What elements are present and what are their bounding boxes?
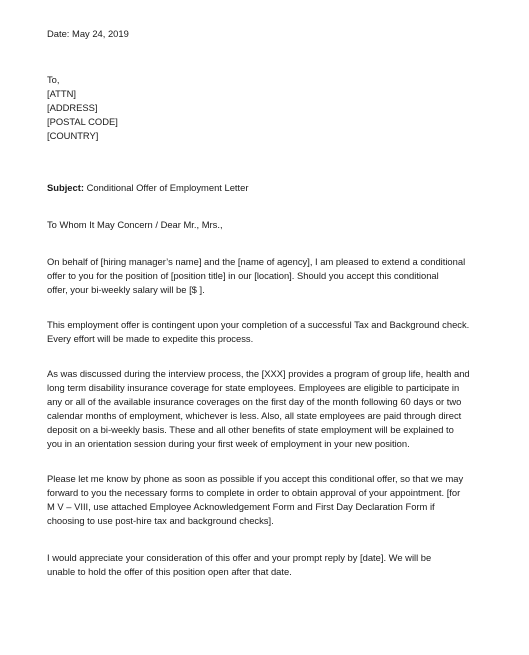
paragraph-line: deposit on a bi-weekly basis. These and all other benefits of state employment will be explained to — [47, 424, 454, 435]
paragraph-line: forward to you the necessary forms to complete in order to obtain approval of your appointment. [for — [47, 487, 461, 498]
paragraph-line: M V – VIII, use attached Employee Acknowledgement Form and First Day Declaration Form if — [47, 501, 435, 512]
paragraph-line: This employment offer is contingent upon your completion of a successful Tax and Background check. — [47, 319, 470, 330]
subject-label: Subject: — [47, 182, 84, 193]
paragraph-line: any or all of the available insurance coverages on the first day of the month following 60 days or two — [47, 396, 462, 407]
paragraph-contingency — [47, 318, 492, 346]
paragraph-line: long term disability insurance coverage for state employees. Employees are eligible to participate in — [47, 382, 460, 393]
paragraph-line: calendar months of employment, whichever is less. Also, all state employees are paid through direct — [47, 410, 462, 421]
recipient-attn: [ATTN] — [47, 88, 76, 99]
recipient-address: [ADDRESS] — [47, 102, 98, 113]
paragraph-line: offer to you for the position of [position title] in our [location]. Should you accept this conditional — [47, 270, 439, 281]
letter-page — [47, 27, 492, 579]
paragraph-line: I would appreciate your consideration of this offer and your prompt reply by [date]. We will be — [47, 552, 432, 563]
paragraph-line: unable to hold the offer of this position open after that date. — [47, 566, 292, 577]
paragraph-line: Every effort will be made to expedite this process. — [47, 333, 254, 344]
paragraph-response-request — [47, 472, 492, 528]
paragraph-closing — [47, 551, 492, 579]
paragraph-benefits — [47, 367, 492, 451]
recipient-to: To, — [47, 74, 60, 85]
letter-date: Date: May 24, 2019 — [47, 28, 129, 39]
recipient-country: [COUNTRY] — [47, 130, 99, 141]
paragraph-line: choosing to use post-hire tax and background checks]. — [47, 515, 274, 526]
recipient-address-block — [47, 73, 492, 143]
subject-text: Conditional Offer of Employment Letter — [86, 182, 249, 193]
subject-line — [47, 181, 492, 195]
paragraph-line: offer, your bi-weekly salary will be [$ ]. — [47, 284, 205, 295]
paragraph-offer — [47, 255, 492, 297]
paragraph-line: As was discussed during the interview process, the [XXX] provides a program of group life, health and — [47, 368, 470, 379]
paragraph-line: On behalf of [hiring manager’s name] and the [name of agency], I am pleased to extend a conditional — [47, 256, 466, 267]
salutation: To Whom It May Concern / Dear Mr., Mrs., — [47, 219, 223, 230]
recipient-postal-code: [POSTAL CODE] — [47, 116, 118, 127]
paragraph-line: you in an orientation session during your first week of employment in your new position. — [47, 438, 410, 449]
paragraph-line: Please let me know by phone as soon as possible if you accept this conditional offer, so that we may — [47, 473, 464, 484]
